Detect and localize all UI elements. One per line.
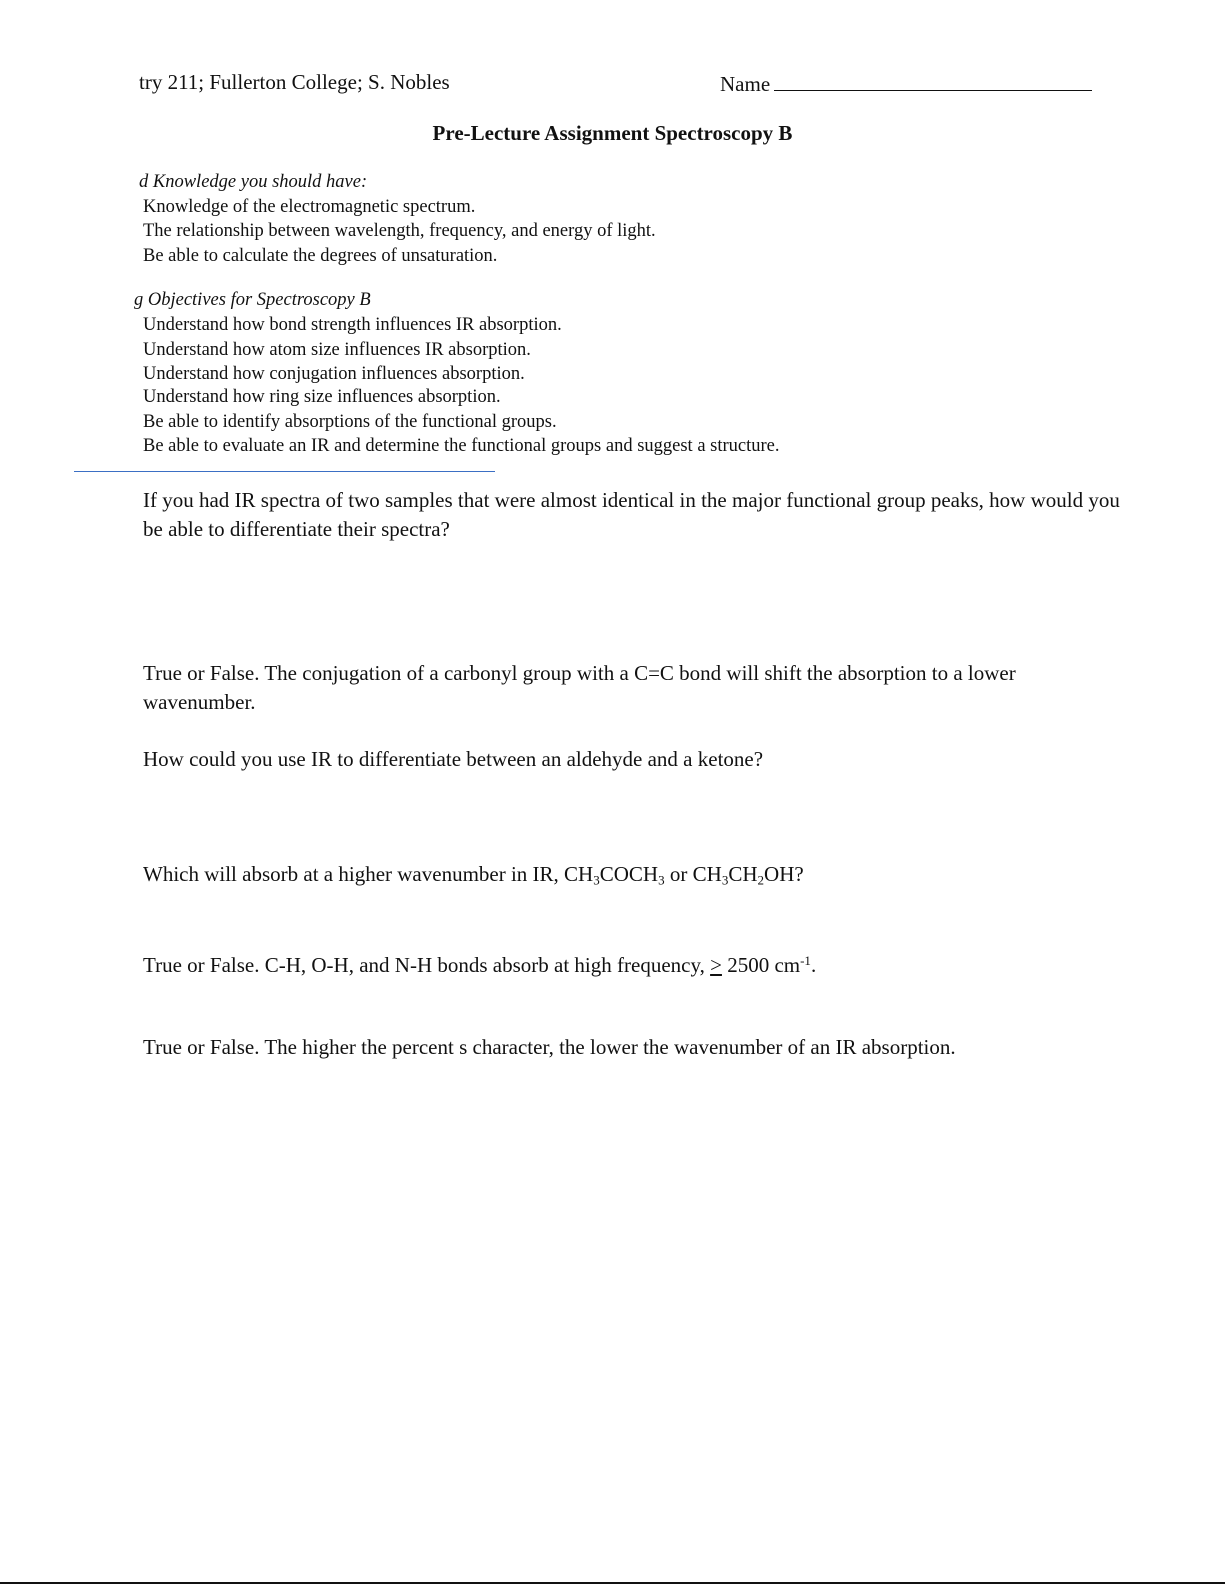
question-6: True or False. The higher the percent s character, the lower the wavenumber of an IR absorption. xyxy=(143,1035,956,1059)
prior-knowledge-item: Knowledge of the electromagnetic spectrum. xyxy=(143,197,476,217)
question-4: Which will absorb at a higher wavenumber in IR, $CH_3COCH_3$ or $CH_3CH_2OH$? xyxy=(143,862,804,888)
prior-knowledge-item: The relationship between wavelength, frequency, and energy of light. xyxy=(143,221,656,241)
question-5: True or False. C-H, O-H, and N-H bonds absorb at high frequency, > 2500 $cm^{-1}$. xyxy=(143,953,817,978)
objective-item: Understand how atom size influences IR absorption. xyxy=(143,340,531,360)
name-field xyxy=(720,70,1092,97)
name-label: Name xyxy=(720,72,771,96)
objective-item: Understand how ring size influences absorption. xyxy=(143,387,501,407)
objective-item: Be able to evaluate an IR and determine the functional groups and suggest a structure. xyxy=(143,436,780,456)
question-2: True or False. The conjugation of a carbonyl group with a C=C bond will shift the absorption to a lower wavenumber. xyxy=(143,661,1016,714)
section-divider xyxy=(74,471,495,472)
objective-item: Be able to identify absorptions of the functional groups. xyxy=(143,412,557,432)
objective-item: Understand how conjugation influences absorption. xyxy=(143,364,525,384)
objectives-heading: g Objectives for Spectroscopy B xyxy=(134,290,371,310)
question-3: How could you use IR to differentiate between an aldehyde and a ketone? xyxy=(143,747,764,771)
course-header: try 211; Fullerton College; S. Nobles xyxy=(139,70,450,94)
prior-knowledge-item: Be able to calculate the degrees of unsaturation. xyxy=(143,246,498,266)
page-bottom-border xyxy=(0,1582,1225,1584)
question-1: If you had IR spectra of two samples that were almost identical in the major functional group peaks, how would you be able to differentiate their spectra? xyxy=(143,488,1120,541)
name-blank-line xyxy=(774,70,1092,91)
page-title: Pre-Lecture Assignment Spectroscopy B xyxy=(432,121,793,145)
prior-knowledge-heading: d Knowledge you should have: xyxy=(139,172,368,192)
objective-item: Understand how bond strength influences IR absorption. xyxy=(143,315,562,335)
greater-equal-symbol: > xyxy=(710,953,722,978)
